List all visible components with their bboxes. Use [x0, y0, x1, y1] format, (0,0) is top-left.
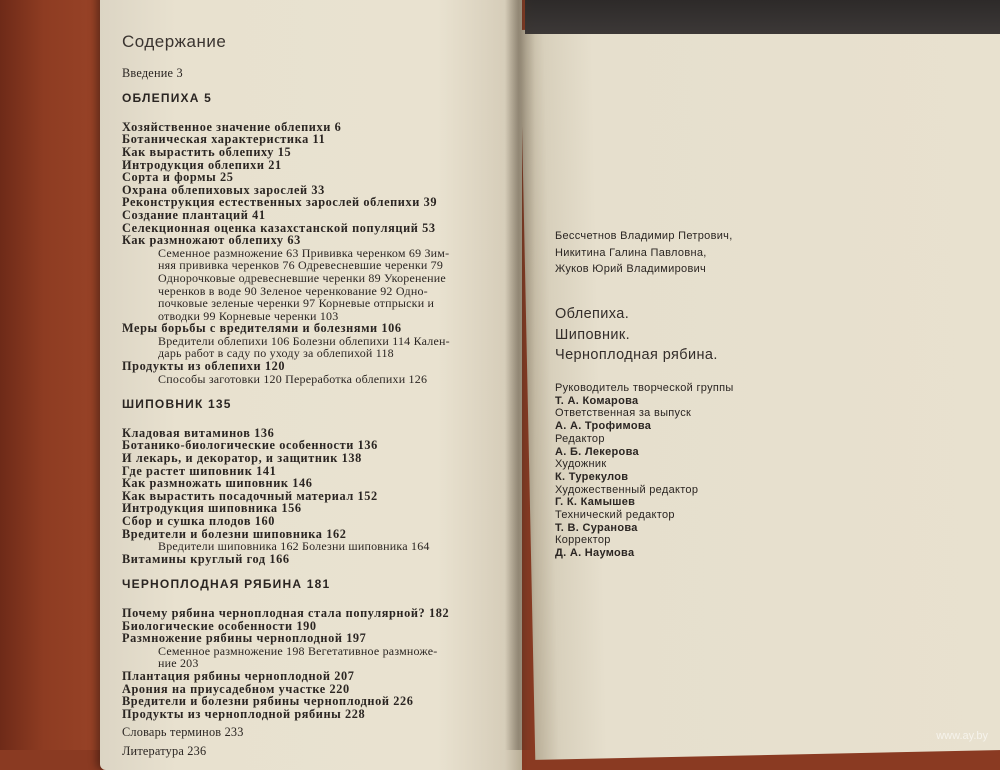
toc-entry: Интродукция шиповника 156 [122, 501, 302, 516]
credit-person: Т. В. Суранова [555, 521, 638, 534]
credit-person: К. Турекулов [555, 470, 629, 483]
toc-entry: Создание плантаций 41 [122, 207, 266, 222]
toc-entry: Ботанико-биологические особенности 136 [122, 438, 378, 453]
toc-entry: Размножение рябины черноплодной 197 [122, 631, 367, 646]
toc-entry: Как вырастить облепиху 15 [122, 144, 292, 159]
toc-section-heading: ЧЕРНОПЛОДНАЯ РЯБИНА 181 [122, 577, 331, 592]
toc-entry: И лекарь, и декоратор, и защитник 138 [122, 451, 362, 466]
toc-back-matter: Словарь терминов 233 [122, 725, 244, 740]
author-list [555, 228, 975, 278]
toc-entry: Ботаническая характеристика 11 [122, 132, 326, 147]
credits-list [555, 382, 975, 560]
toc-title: Содержание [122, 32, 227, 51]
book-spine [505, 0, 535, 750]
credit-person: А. А. Трофимова [555, 420, 652, 433]
toc-entry: Где растет шиповник 141 [122, 463, 277, 478]
toc-entry: Селекционная оценка казахстанской популяций 53 [122, 220, 436, 235]
toc-subentry: няя прививка черенков 76 Одревесневшие черенки 79 [158, 258, 444, 273]
toc-entry: Охрана облепиховых зарослей 33 [122, 182, 325, 197]
toc-sections [122, 92, 502, 720]
toc-entry: Реконструкция естественных зарослей облепихи 39 [122, 195, 438, 210]
credit-role: Художественный редактор [555, 483, 699, 496]
book-title-line: Черноплодная рябина. [555, 347, 718, 363]
toc-entry: Интродукция облепихи 21 [122, 157, 282, 172]
toc-section-heading: ШИПОВНИК 135 [122, 397, 232, 412]
toc-entry: Продукты из черноплодной рябины 228 [122, 706, 366, 721]
toc-entry: Вредители и болезни шиповника 162 [122, 526, 347, 541]
toc-entry: Биологические особенности 190 [122, 618, 317, 633]
credit-role: Редактор [555, 432, 605, 445]
book-title-line: Облепиха. [555, 306, 630, 322]
toc-tail [122, 726, 502, 757]
table-of-contents [122, 32, 502, 758]
credit-role: Технический редактор [555, 509, 675, 522]
toc-entry: Хозяйственное значение облепихи 6 [122, 119, 342, 134]
toc-subentry: Способы заготовки 120 Переработка облепихи 126 [158, 371, 428, 386]
toc-subentry: дарь работ в саду по уходу за облепихой 118 [158, 346, 394, 361]
toc-entry: Как размножать шиповник 146 [122, 476, 313, 491]
credit-role: Художник [555, 458, 607, 471]
toc-entry: Кладовая витаминов 136 [122, 425, 275, 440]
toc-entry: Плантация рябины черноплодной 207 [122, 668, 355, 683]
toc-subentry: черенков в воде 90 Зеленое черенкование 92 Одно- [158, 283, 428, 298]
toc-subentry: Вредители облепихи 106 Болезни облепихи 114 Кален- [158, 333, 450, 348]
book-title-line: Шиповник. [555, 326, 631, 343]
toc-entry: Почему рябина черноплодная стала популярной? 182 [122, 605, 450, 620]
desk-surface [0, 0, 110, 750]
toc-entry: Сорта и формы 25 [122, 170, 234, 185]
author-name: Никитина Галина Павловна, [555, 246, 707, 259]
credit-role: Руководитель творческой группы [555, 382, 734, 394]
toc-entry: Меры борьбы с вредителями и болезнями 106 [122, 321, 402, 336]
toc-entry: Продукты из облепихи 120 [122, 359, 286, 374]
watermark: www.ay.by [936, 730, 988, 742]
book-cover-edge [525, 0, 1000, 34]
toc-intro: Введение 3 [122, 65, 183, 80]
toc-subentry: Семенное размножение 63 Прививка черенком 69 Зим- [158, 245, 450, 260]
credit-role: Ответственная за выпуск [555, 407, 692, 420]
toc-entry: Арония на приусадебном участке 220 [122, 681, 350, 696]
toc-entry: Как размножают облепиху 63 [122, 233, 301, 248]
book-title-block [555, 304, 975, 366]
toc-back-matter: Литература 236 [122, 743, 207, 758]
credit-person: Д. А. Наумова [555, 547, 635, 560]
toc-entry: Вредители и болезни рябины черноплодной 226 [122, 694, 414, 709]
toc-subentry: Одноpочковые одревесневшие черенки 89 Укоренение [158, 270, 446, 285]
toc-subentry: Вредители шиповника 162 Болезни шиповника 164 [158, 539, 430, 554]
credit-role: Корректор [555, 534, 611, 547]
author-name: Жуков Юрий Владимирович [555, 263, 707, 275]
credit-person: А. Б. Лекерова [555, 445, 639, 458]
toc-subentry: почковые зеленые черенки 97 Корневые отпрыски и [158, 296, 435, 311]
toc-subentry: Семенное размножение 198 Вегетативное размноже- [158, 643, 438, 658]
toc-subentry: отводки 99 Корневые черенки 103 [158, 308, 339, 323]
author-name: Бессчетнов Владимир Петрович, [555, 230, 733, 242]
toc-entry: Как вырастить посадочный материал 152 [122, 488, 378, 503]
toc-subentry: ние 203 [158, 656, 199, 671]
toc-entry: Сбор и сушка плодов 160 [122, 514, 275, 528]
toc-section-heading: ОБЛЕПИХА 5 [122, 91, 213, 106]
credit-person: Т. А. Комарова [555, 394, 639, 407]
credit-person: Г. К. Камышев [555, 496, 636, 509]
toc-entry: Витамины круглый год 166 [122, 551, 290, 566]
